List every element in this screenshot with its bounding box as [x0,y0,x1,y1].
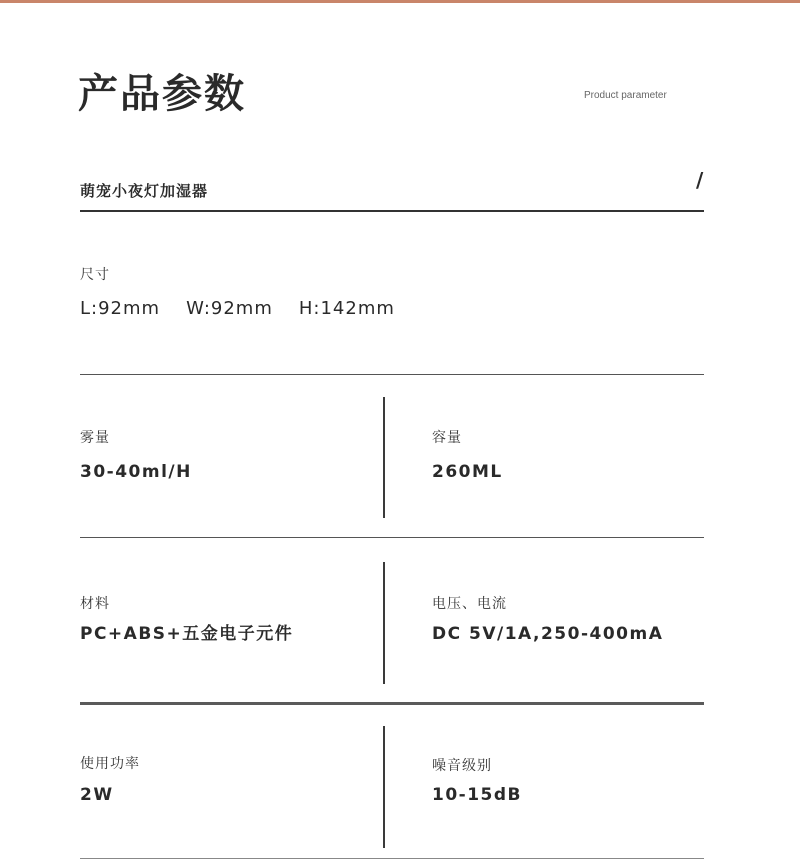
divider-row-1 [80,537,704,538]
noise-label: 噪音级别 [432,758,492,774]
divider-bottom [80,858,704,859]
voltage-value: DC 5V/1A,250-400mA [432,624,664,644]
product-name: 萌宠小夜灯加湿器 [80,182,209,200]
material-label: 材料 [80,596,110,612]
column-divider [383,562,385,684]
mist-value: 30-40ml/H [80,462,192,482]
column-divider [383,397,385,518]
mist-label: 雾量 [80,430,110,446]
page-title: 产品参数 [78,71,246,117]
voltage-label: 电压、电流 [432,596,507,612]
size-height: H:142mm [298,298,395,319]
top-accent-band [0,0,800,3]
size-label: 尺寸 [80,267,110,283]
capacity-label: 容量 [432,430,462,446]
size-width: W:92mm [186,298,273,319]
power-value: 2W [80,785,114,805]
size-length: L:92mm [80,298,161,319]
divider-size [80,374,704,375]
divider-row-2 [80,702,704,705]
divider-header [80,210,704,212]
capacity-value: 260ML [432,462,503,482]
material-value: PC+ABS+五金电子元件 [80,624,294,644]
power-label: 使用功率 [80,756,140,772]
column-divider [383,726,385,848]
size-value [80,300,421,318]
page-subtitle: Product parameter [584,90,667,101]
noise-value: 10-15dB [432,785,522,805]
slash-mark: / [696,168,704,192]
